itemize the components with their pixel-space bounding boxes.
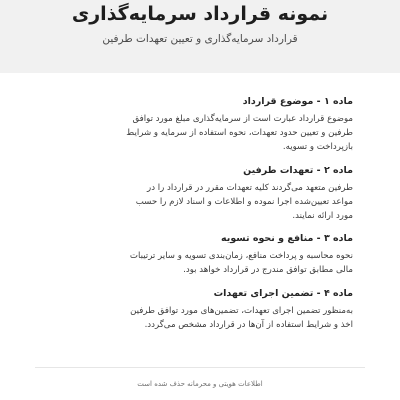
article-3 <box>37 232 353 277</box>
article-line: مورد ارائه نمایند. <box>292 211 353 222</box>
article-line: مواعد تعیین‌شده اجرا نموده و اطلاعات و اسناد لازم را حسب <box>135 196 353 207</box>
document-body <box>37 95 353 341</box>
article-heading: ماده ۳ - منافع و نحوه تسویه <box>221 233 353 245</box>
article-1 <box>37 95 353 155</box>
article-text <box>37 249 353 277</box>
article-line: بازپرداخت و تسویه. <box>282 142 353 153</box>
article-line: طرفین و تعیین حدود تعهدات، نحوه استفاده از سرمایه و شرایط <box>126 128 353 139</box>
footer-note: اطلاعات هویتی و محرمانه حذف شده است <box>137 380 263 388</box>
article-line: طرفین متعهد می‌گردند کلیه تعهدات مقرر در قرارداد را در <box>147 182 353 193</box>
article-text <box>37 304 353 332</box>
article-4 <box>37 287 353 332</box>
article-text <box>37 112 353 155</box>
article-heading: ماده ۴ - تضمین اجرای تعهدات <box>213 287 353 299</box>
article-heading: ماده ۲ - تعهدات طرفین <box>243 164 353 176</box>
article-line: موضوع قرارداد عبارت است از سرمایه‌گذاری مبلغ مورد توافق <box>132 114 353 124</box>
article-line: اخذ و شرایط استفاده از آن‌ها در قرارداد مشخص می‌گردد. <box>144 319 353 330</box>
article-line: مالی مطابق توافق مندرج در قرارداد خواهد بود. <box>183 265 353 276</box>
document-subtitle: قرارداد سرمایه‌گذاری و تعیین تعهدات طرفین <box>102 33 298 45</box>
document-title: نمونه قرارداد سرمایه‌گذاری <box>71 3 329 25</box>
article-text <box>37 181 353 224</box>
footer-divider <box>35 367 365 368</box>
article-line: نحوه محاسبه و پرداخت منافع، زمان‌بندی تسویه و سایر ترتیبات <box>129 251 353 262</box>
article-line: به‌منظور تضمین اجرای تعهدات، تضمین‌های مورد توافق طرفین <box>130 305 353 316</box>
document-header <box>0 0 400 73</box>
article-heading: ماده ۱ - موضوع قرارداد <box>242 96 353 107</box>
article-2 <box>37 164 353 224</box>
